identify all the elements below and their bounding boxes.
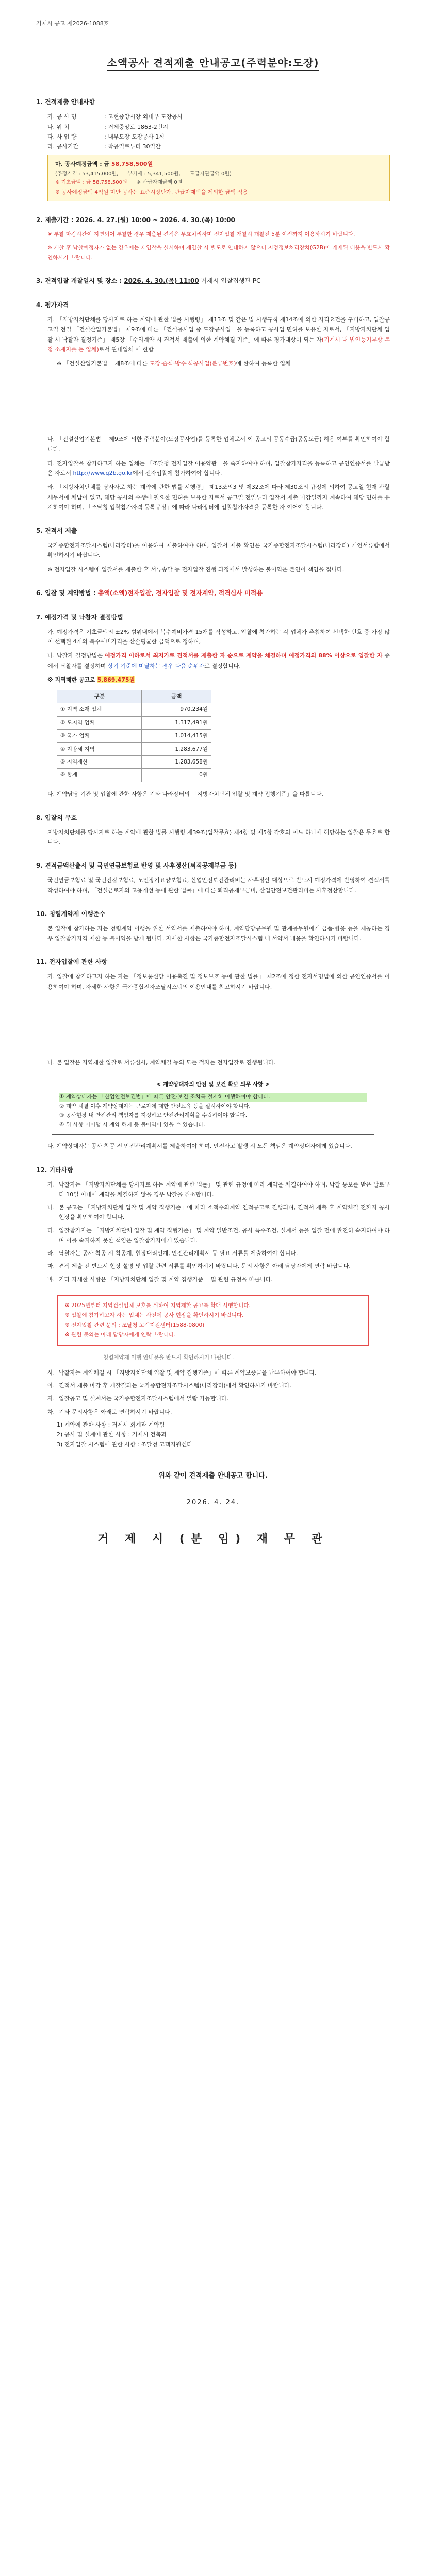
price-note: ※ 공사예정금액 4억원 미만 공사는 표준시장단가, 관급자재액을 제외한 금액 적용 [55, 189, 248, 195]
section-4-note: ※ 「건설산업기본법」 제8조에 따른 도장·습식·방수·석공사업(분류번호)에 한하여 등록한 업체 [57, 360, 291, 367]
table-row: ⑤ 지역제한 1,283,658원 [57, 755, 211, 768]
section-10-para-1: 본 입찰에 참가하는 자는 청렴계약 이행을 위한 서약서를 제출하여야 하며, 계약담당공무원 및 관계공무원에게 금품·향응 등을 제공하는 경우 입찰참가자격 제한 등 불이익을 받게 됩니다. 자세한 사항은 국가종합전자조달시스템 내 서약서 내용을 확인하시기 바랍니다. [47, 925, 390, 942]
table-row: ① 지역 소재 업체 970,234원 [57, 703, 211, 716]
list-item: ※ 전자입찰 관련 문의 : 조달청 고객지원센터(1588-0800) [65, 1321, 205, 1328]
estimated-price-box [47, 155, 390, 201]
list-item: ※ 관련 문의는 아래 담당자에게 연락 바랍니다. [65, 1331, 176, 1338]
region-table [57, 690, 211, 782]
section-4-para-1: 가. 「지방자치단체를 당사자로 하는 계약에 관한 법률 시행령」 제13조 및 같은 법 시행규칙 제14조에 의한 자격요건을 구비하고, 입찰공고일 전일 「건설산업기본법」 제9조에 따른 「건설공사업 중 도장공사업」을 등록하고 공사업 면허를 보유한 자로서, 「지방자치단체 입찰 시 낙찰자 결정기준」 제5장 「수의계약 시 견적서 제출에 의한 계약체결 기준」에 따른 평가대상이 되는 자(기계시 내 법인등기부상 본점 소재지를 둔 업체)로서 관내업체 에 한함 [47, 316, 390, 353]
section-4-heading: 4. 평가자격 [36, 301, 69, 309]
section-2-note-1: ※ 투찰 마감시간이 지연되어 투찰한 경우 제출된 견적은 무효처리하며 전자입찰 개찰시 개찰전 5분 이전까지 이용하시기 바랍니다. [47, 231, 355, 238]
list-item: 다. 입찰참가자는 「지방자치단체 입찰 및 계약 집행기준」 및 계약 일반조건, 공사 특수조건, 설계서 등을 입찰 전에 완전히 숙지하여야 하며 이를 숙지하지 못한 책임은 입찰참가자에게 있습니다. [47, 1227, 390, 1244]
blank-space [36, 996, 390, 1058]
section-4-para-3: 다. 전자입찰을 참가하고자 하는 업체는 「조달청 전자입찰 이용약관」을 숙지하여야 하며, 입찰참가자격을 등록하고 공인인증서를 발급받은 자로서 http://www.g2b.go.kr에서 전자입찰에 참가하여야 합니다. [47, 460, 390, 477]
closing-statement: 위와 같이 견적제출 안내공고 합니다. [158, 1471, 268, 1480]
list-item: 가. 낙찰자는 「지방자치단체를 당사자로 하는 계약에 관한 법률」 및 관련 규정에 따라 계약을 체결하여야 하며, 낙찰 통보를 받은 날로부터 10일 이내에 계약을 체결하지 않을 경우 낙찰을 취소합니다. [47, 1181, 390, 1198]
section-8-heading: 8. 입찰의 무효 [36, 814, 77, 821]
section-11-para-2: 나. 본 입찰은 지역제한 입찰로 서류심사, 계약체결 등의 모든 절차는 전자입찰로 진행됩니다. [47, 1059, 276, 1066]
list-item: 2) 공사 및 설계에 관한 사항 : 거제시 건축과 [57, 1431, 167, 1438]
safety-notice-title: < 계약상대자의 안전 및 보건 확보 의무 사항 > [156, 1081, 270, 1088]
blank-space [36, 372, 390, 434]
region-table-title: ※ 지역제한 공고로 5,869,475원 [47, 676, 135, 683]
list-item: 나. 본 공고는 「지방자치단체 입찰 및 계약 집행기준」에 따라 소액수의계약 견적공고로 진행되며, 견적서 제출 후 계약체결 전까지 공사 현장을 확인하여야 합니다. [47, 1204, 390, 1221]
list-item: 자. 입찰공고 및 설계서는 국가종합전자조달시스템에서 열람 가능합니다. [47, 1395, 229, 1402]
list-item: ③ 공사현장 내 안전관리 책임자를 지정하고 안전관리계획을 수립하여야 합니다. [59, 1112, 248, 1118]
section-2-note-2: ※ 개찰 후 낙찰예정자가 없는 경우에는 재입찰을 실시하며 재입찰 시 별도로 안내하지 않으니 지정정보처리장치(G2B)에 게재된 내용을 반드시 확인하시기 바랍니다. [47, 245, 390, 261]
issue-date: 2026. 4. 24. [186, 1499, 240, 1507]
g2b-link[interactable]: http://www.g2b.go.kr [73, 470, 133, 477]
section-4-para-2: 나. 「건설산업기본법」 제9조에 의한 주력분야(도장공사업)를 등록한 업체로서 이 공고의 공동수급(공동도급) 허용 여부를 확인하여야 합니다. [47, 436, 390, 453]
section-5-para-1: 국가종합전자조달시스템(나라장터)을 이용하여 제출하여야 하며, 입찰서 제출 확인은 국가종합전자조달시스템(나라장터) 개인서류함에서 확인하시기 바랍니다. [47, 542, 390, 559]
issuer-name: 거 제 시 (분 임) 재 무 관 [97, 1533, 329, 1546]
section-6-heading: 6. 입찰 및 계약방법 : 총액(소액)전자입찰, 전자입찰 및 전자계약, 적격심사 미적용 [36, 589, 263, 597]
highlight-notice-box [57, 1295, 369, 1346]
section-5-heading: 5. 견적서 제출 [36, 527, 77, 534]
list-item: 바. 기타 자세한 사항은 「지방자치단체 입찰 및 계약 집행기준」 및 관련 규정을 따릅니다. [47, 1276, 273, 1283]
section-9-para-1: 국민연금보험료 및 국민건강보험료, 노인장기요양보험료, 산업안전보건관리비는 사후정산 대상으로 반드시 예정가격에 반영하여 견적서를 작성하여야 하며, 「건설근로자의 고용개선 등에 관한 법률」에 따른 퇴직공제부금비, 산업안전보건관리비는 사후정산합니다. [47, 877, 390, 894]
section-1-heading: 1. 견적제출 안내사항 [36, 98, 95, 106]
list-item: ② 계약 체결 이후 계약상대자는 근로자에 대한 안전교육 등을 실시하여야 합니다. [59, 1103, 251, 1109]
row-period: 라. 공사기간 : 착공일로부터 30일간 [47, 143, 161, 150]
price-detail: (추정가격 : 53,415,000원, 부가세 : 5,341,500원, 도급자관급액 0원) [55, 171, 232, 177]
section-2-heading: 2. 제출기간 : 2026. 4. 27.(월) 10:00 ~ 2026. 4. 30.(목) 10:00 [36, 216, 235, 224]
list-item: ④ 위 사항 미이행 시 계약 해지 등 불이익이 있을 수 있습니다. [59, 1121, 205, 1128]
region-table-header: 구분 금액 [57, 690, 211, 703]
section-3-heading: 3. 견적입찰 개찰일시 및 장소 : 2026. 4. 30.(목) 11:00 거제시 입찰집행관 PC [36, 277, 261, 284]
table-row: ⑥ 합계 0원 [57, 769, 211, 782]
section-11-heading: 11. 전자입찰에 관한 사항 [36, 958, 108, 966]
table-row: ④ 지방세 지역 1,283,677원 [57, 742, 211, 755]
row-project-name: 가. 공 사 명 : 고현중앙시장 외내부 도장공사 [47, 113, 183, 121]
section-7-para-3: 다. 계약담당 기관 및 입찰에 관한 사항은 기타 나라장터의 「지방자치단체 입찰 및 계약 집행기준」을 따릅니다. [47, 790, 323, 798]
section-7-para-1: 가. 예정가격은 기초금액의 ±2% 범위내에서 복수예비가격 15개를 작성하고, 입찰에 참가하는 각 업체가 추첨하여 선택한 번호 중 가장 많이 선택된 4개의 복수예비가격을 산술평균한 금액으로 정하며, [47, 628, 390, 645]
estimated-price: 마. 공사예정금액 : 금 58,758,500원 [55, 161, 153, 168]
section-1-rows [36, 112, 390, 151]
list-item: 사. 낙찰자는 계약체결 시 「지방자치단체 입찰 및 계약 집행기준」에 따른 계약보증금을 납부하여야 합니다. [47, 1369, 317, 1376]
section-13-list [36, 1368, 390, 1417]
list-item: 3) 전자입찰 시스템에 관한 사항 : 조달청 고객지원센터 [57, 1441, 192, 1448]
list-item: 차. 기타 문의사항은 아래로 연락하시기 바랍니다. [47, 1408, 172, 1415]
list-item: ※ 입찰에 참가하고자 하는 업체는 사전에 공사 현장을 확인하시기 바랍니다. [65, 1312, 244, 1318]
section-10-heading: 10. 청렴계약제 이행준수 [36, 910, 105, 918]
contact-list [36, 1420, 390, 1450]
list-item: 라. 낙찰자는 공사 착공 시 착공계, 현장대리인계, 안전관리계획서 등 필요 서류를 제출하여야 합니다. [47, 1250, 298, 1257]
row-location: 나. 위 치 : 거제중앙로 1863-2번지 [47, 123, 169, 130]
safety-notice-box [52, 1075, 374, 1135]
table-row: ② 도지역 업체 1,317,491원 [57, 716, 211, 729]
section-9-heading: 9. 견적금액산출서 및 국민연금보험료 반영 및 사후정산(퇴직공제부금 등) [36, 862, 237, 870]
section-11-para-1: 가. 입찰에 참가하고자 하는 자는 「정보통신망 이용촉진 및 정보보호 등에 관한 법률」 제2조에 정한 전자서명법에 의한 공인인증서를 이용하여야 하며, 자세한 사항은 국가종합전자조달시스템의 이용안내를 참고하시기 바랍니다. [47, 973, 390, 990]
list-item: ① 계약상대자는 「산업안전보건법」에 따른 안전·보건 조치를 철저히 이행하여야 합니다. [59, 1093, 367, 1102]
row-scope: 다. 사 업 량 : 내부도장 도장공사 1식 [47, 133, 165, 140]
document-number: 거제시 공고 제2026-1088호 [36, 20, 109, 27]
section-12-list [36, 1180, 390, 1284]
section-8-para-1: 지방자치단체를 당사자로 하는 계약에 관한 법률 시행령 제39조(입찰무효) 제4항 및 제5항 각호의 어느 하나에 해당하는 입찰은 무효로 합니다. [47, 828, 390, 846]
price-sub: ※ 기초금액 : 금 58,758,500원 ※ 관급자재금액 0원 [55, 180, 183, 185]
list-item: 1) 계약에 관한 사항 : 거제시 회계과 계약팀 [57, 1421, 165, 1428]
section-7-heading: 7. 예정가격 및 낙찰자 결정방법 [36, 613, 123, 621]
section-4-para-4: 라. 「지방자치단체를 당사자로 하는 계약에 관한 법률 시행령」 제13조의3 및 제32조에 따라 제30조의 규정에 의하여 공고일 현재 관할 세무서에 체납이 없고, 해당 공사의 수행에 필요한 면허를 보유한 자로서 공고일 전일부터 입찰서 제출 마감일까지 계속하여 해당 면허를 유지하여야 하며, 「조달청 입찰참가자격 등록규정」에 따라 나라장터에 입찰참가자격을 등록한 자 이어야 합니다. [47, 484, 390, 511]
table-row: ③ 국가 업체 1,014,415원 [57, 730, 211, 742]
gray-note: 청렴계약제 이행 안내문을 반드시 확인하시기 바랍니다. [103, 1354, 234, 1361]
list-item: ※ 2025년부터 지역건설업체 보호를 위하여 지역제한 공고를 확대 시행합니다. [65, 1302, 251, 1309]
section-12-heading: 12. 기타사항 [36, 1166, 73, 1174]
list-item: 아. 견적서 제출 마감 후 개찰결과는 국가종합전자조달시스템(나라장터)에서 확인하시기 바랍니다. [47, 1382, 291, 1389]
list-item: 마. 견적 제출 전 반드시 현장 설명 및 입찰 관련 서류를 확인하시기 바랍니다. 문의 사항은 아래 담당자에게 연락 바랍니다. [47, 1263, 351, 1270]
section-5-para-2: ※ 전자입찰 시스템에 입찰서를 제출한 후 서류송달 등 전자입찰 진행 과정에서 발생하는 불이익은 본인이 책임을 집니다. [47, 566, 345, 573]
section-7-para-2: 나. 낙찰자 결정방법은 예정가격 이하로서 최저가로 견적서를 제출한 자 순으로 계약을 체결하며 예정가격의 88% 이상으로 입찰한 자 중에서 낙찰자를 결정하며 상기 기준에 미달하는 경우 다음 순위자로 결정합니다. [47, 652, 390, 669]
section-11-para-3: 다. 계약상대자는 공사 착공 전 안전관리계획서를 제출하여야 하며, 안전사고 발생 시 모든 책임은 계약상대자에게 있습니다. [47, 1143, 352, 1150]
document-title: 소액공사 견적제출 안내공고(주력분야:도장) [107, 57, 319, 70]
